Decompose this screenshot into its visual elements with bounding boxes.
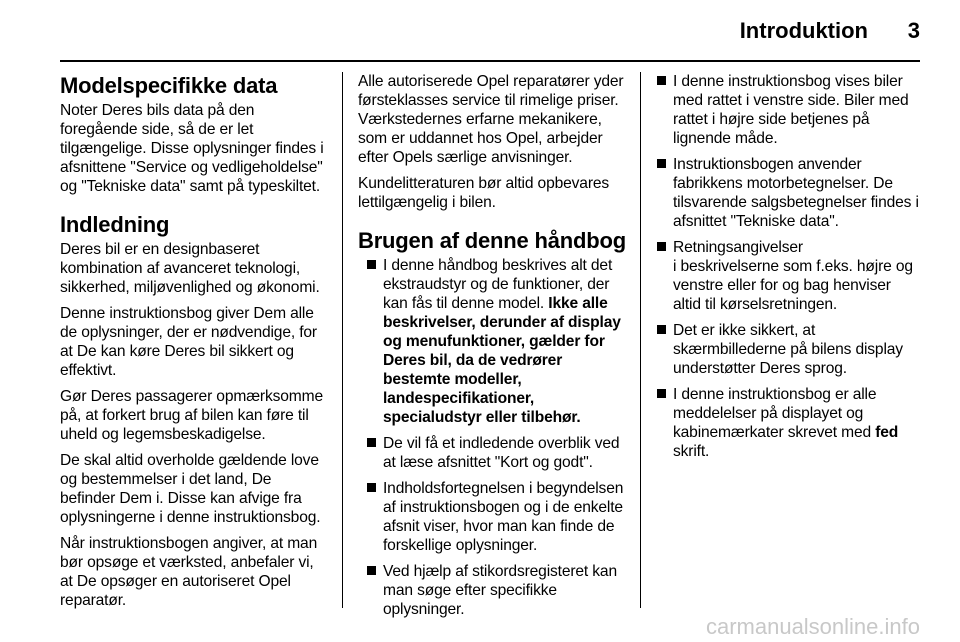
square-bullet-icon — [657, 159, 666, 168]
square-bullet-icon — [657, 325, 666, 334]
heading-manual-usage: Brugen af denne håndbog — [358, 228, 626, 253]
square-bullet-icon — [367, 483, 376, 492]
bullet-list — [366, 256, 626, 619]
square-bullet-icon — [657, 76, 666, 85]
list-item-text: i beskrivelserne som f.eks. højre og venstre eller for og bag henviser altid til kørselsretningen. — [673, 258, 913, 313]
square-bullet-icon — [367, 566, 376, 575]
paragraph: Alle autoriserede Opel reparatører yder førsteklasses service til rimelige priser. Værkstedernes erfarne mekanikere, som er uddannet hos Opel, arbejder efter Opels særlige anvisninger. — [358, 73, 624, 166]
square-bullet-icon — [367, 438, 376, 447]
column-divider — [640, 72, 641, 608]
paragraph: Kundelitteraturen bør altid opbevares lettilgængelig i bilen. — [358, 175, 610, 211]
watermark: carmanualsonline.info — [705, 614, 920, 639]
list-item — [366, 256, 626, 427]
paragraph: Denne instruktionsbog giver Dem alle de oplysninger, der er nødvendige, for at De kan køre Deres bil sikkert og effektivt. — [60, 305, 317, 379]
list-item — [656, 155, 922, 231]
page-header — [60, 14, 920, 48]
column-1 — [60, 72, 326, 617]
list-item-text: Det er ikke sikkert, at skærmbillederne på bilens display understøtter Deres sprog. — [673, 322, 903, 377]
list-item-text: I denne håndbog beskrives alt det ekstraudstyr og de funktioner, der kan fås til denne model. — [383, 257, 613, 312]
list-item-text: De vil få et indledende overblik ved at læse afsnittet "Kort og godt". — [383, 435, 620, 471]
list-item-text: I denne instruktionsbog vises biler med rattet i venstre side. Biler med rattet i højre side betjenes på lignende måde. — [673, 73, 909, 147]
list-item — [656, 385, 922, 461]
square-bullet-icon — [657, 242, 666, 251]
paragraph: De skal altid overholde gældende love og bestemmelser i det land, De befinder Dem i. Disse kan afvige fra oplysningerne i denne instruktionsbog. — [60, 452, 321, 526]
list-item-text: Ved hjælp af stikordsregisteret kan man søge efter specifikke oplysninger. — [383, 563, 617, 618]
header-rule — [60, 60, 920, 62]
list-item-bold-text: Ikke alle beskrivelser, derunder af display og menufunktioner, gælder for Deres bil, da de vedrører bestemte modeller, landespecifikationer, specialudstyr eller tilbehør. — [383, 295, 621, 426]
list-item-text: I denne instruktionsbog er alle meddelelser på displayet og kabinemærkater skrevet med — [673, 386, 877, 441]
column-2 — [358, 72, 626, 626]
list-item — [656, 72, 922, 148]
list-item-text: Retningsangivelser — [673, 239, 803, 256]
heading-introduction: Indledning — [60, 212, 170, 237]
list-item — [366, 434, 626, 472]
column-divider — [342, 72, 343, 608]
square-bullet-icon — [657, 389, 666, 398]
paragraph: Når instruktionsbogen angiver, at man bør opsøge et værksted, anbefaler vi, at De opsøger en autoriseret Opel reparatør. — [60, 535, 318, 609]
chapter-title: Introduktion — [739, 18, 868, 43]
square-bullet-icon — [367, 260, 376, 269]
paragraph: Noter Deres bils data på den foregående side, så de er let tilgængelige. Disse oplysninger findes i afsnittene "Service og vedligeholdelse" og "Tekniske data" samt på typeskiltet. — [60, 102, 324, 195]
list-item-text: Indholdsfortegnelsen i begyndelsen af instruktionsbogen og i de enkelte afsnit viser, hvor man kan finde de forskellige oplysninger. — [383, 480, 624, 554]
paragraph: Deres bil er en designbaseret kombination af avanceret teknologi, sikkerhed, miljøvenlighed og økonomi. — [60, 241, 320, 296]
bullet-list — [656, 72, 922, 461]
list-item-text: skrift. — [673, 443, 710, 460]
bold-word: fed — [875, 424, 899, 441]
list-item — [366, 479, 626, 555]
list-item — [366, 562, 626, 619]
list-item-text: Instruktionsbogen anvender fabrikkens motorbetegnelser. De tilsvarende salgsbetegnelser findes i afsnittet "Tekniske data". — [673, 156, 919, 230]
list-item — [656, 238, 922, 314]
paragraph: Gør Deres passagerer opmærksomme på, at forkert brug af bilen kan føre til uheld og legemsbeskadigelse. — [60, 388, 323, 443]
column-3 — [656, 72, 922, 468]
heading-model-data: Modelspecifikke data — [60, 73, 278, 98]
list-item — [656, 321, 922, 378]
page-number: 3 — [907, 18, 920, 43]
